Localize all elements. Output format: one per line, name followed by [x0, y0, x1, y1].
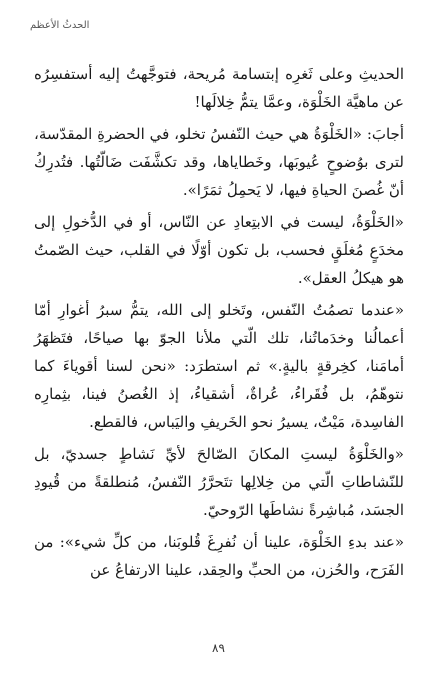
running-header: الحدثُ الأعظم: [30, 20, 90, 31]
paragraph: «عند بدءِ الخَلْوَة، علينا أن نُفرِغَ قُلوبَنا، من كلِّ شيء»: من الفَرَح، والحُزن، من الحبِّ والحِقد، علينا الارتفاعُ عن: [34, 533, 404, 579]
paragraph: «والخَلْوَةُ ليستِ المكانَ الصّالحَ لأيِّ نَشاطٍ جسديّ، بل للنّشاطاتِ الّتي من خِلالِها تتَحرَّرُ النّفسُ، مُنطلقةً من قُيودِ الجسَد، مُباشِرةً نشاطَها الرّوحيّ.: [34, 445, 404, 519]
paragraph: «الخَلْوَةُ، ليست في الابتِعادِ عن النّاس، أو في الدُّخولِ إلى مخدَعٍ مُغلَقٍ فحسب، بل تكون أوّلًا في القلب، حيث الصّمتُ هو هيكلُ العقل».: [34, 213, 404, 287]
paragraph: الحديثِ وعلى ثَغرِه إبتسامة مُريحة، فتوجَّهتُ إليه أستفسِرُه عن ماهيَّة الخَلْوَة، وعمَّا يتمُّ خِلالَها!: [34, 65, 404, 111]
paragraph: أجابَ: «الخَلْوَةُ هي حيث النّفسُ تخلو، في الحضرةِ المقدّسة، لترى بوُضوحٍ عُيوبَها، وخَطاياها، وقد تكشَّفَت ضَالّتُها. فتُدرِكُ أنّ غُصنَ الحياةِ فيها، لا يَحمِلُ ثمَرًا».: [34, 125, 404, 199]
page-body: [34, 60, 404, 588]
paragraph: «عندما تصمُتُ النّفس، وتَخلو إلى الله، يتمُّ سبرُ أغوارِ أمّا أعمالُنا وخدَماتُنا، تلك الّتي ملأنا الجوّ بها صياحًا، فتَظهَرُ أمامَنا، كخِرقةٍ باليةٍ.» ثم استطرَد: «نحن لسنا أقوياءَ كما نتوهّمُ، بل فُقَراءُ، عُراةٌ، أشقياءُ، إذ الغُصنُ فينا، بثِمارِه الفاسِدة، مَيْتٌ، يسيرُ نحو الخَريفِ واليَباس، فالقطع.: [34, 301, 404, 431]
page-number: ٨٩: [212, 641, 225, 655]
